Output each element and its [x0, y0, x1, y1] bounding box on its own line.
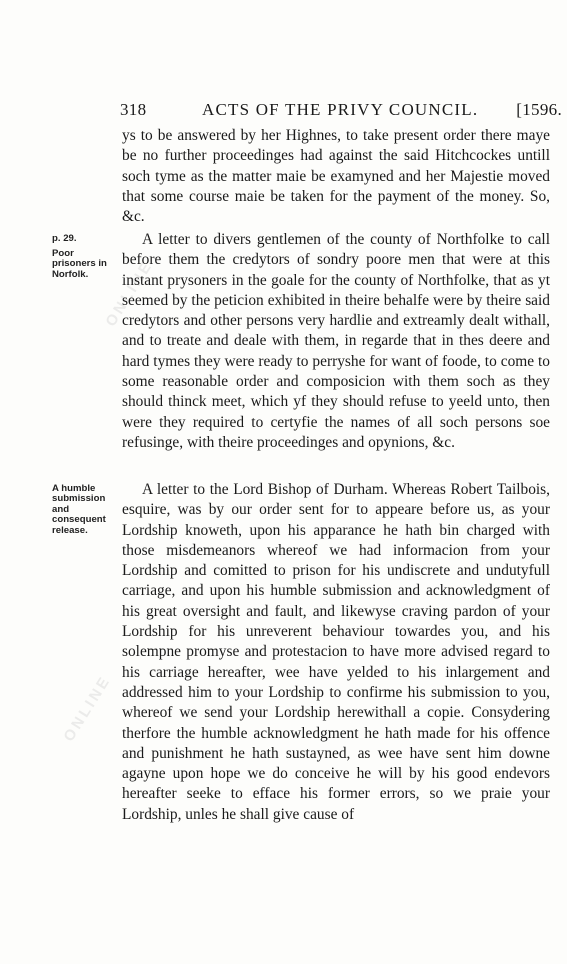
paragraph-text: A letter to divers gentlemen of the county of Northfolke to call before them the credytors of sondry poore men that were at this instant prysoners in the goale for the county of Northfolke, that as yt seemed by the peticion exhibited in theire behalfe were by theire said credytors and other persons very hardlie and extreamly dealt withall, and to treate and deale with them, in regarde that in thes deere and hard tymes they were ready to perryshe for want of foode, to come to some reasonable order and composicion with them soch as they should thinck meet, which yf they should refuse to yeeld unto, then were they required to certyfie the names of all soch persons soe refusinge, with theire proceedinges and opynions, &c. [122, 231, 550, 451]
running-header [120, 100, 562, 124]
running-title: ACTS OF THE PRIVY COUNCIL. [202, 100, 479, 119]
paragraph-text: ys to be answered by her Highnes, to take present order there maye be no further proceedinges had against the said Hitchcockes untill soch tyme as the matter maie be examyned and her Majestie moved that some course maie be taken for the payment of the money. So, &c. [122, 127, 550, 226]
margin-note-poor-prisoners: Poor prisoners in Norfolk. [52, 248, 107, 280]
watermark-text: ONLINE [60, 672, 115, 745]
page-number: 318 [120, 100, 147, 119]
body-paragraph [122, 480, 550, 825]
body-paragraph [122, 126, 550, 227]
margin-note-humble-submission: A humble submission and consequent release. [52, 483, 106, 536]
running-year: [1596. [516, 100, 562, 119]
margin-page-reference: p. 29. [52, 233, 77, 244]
body-paragraph [122, 230, 550, 453]
paragraph-text: A letter to the Lord Bishop of Durham. Whereas Robert Tailbois, esquire, was by our order sent for to appeare before us, as your Lordship knoweth, upon his apparance he hath bin charged with those misdemeanors whereof we had informacion from your Lordship and comitted to prison for his undiscrete and undutyfull carriage, and upon his humble submission and acknowledgment of his great oversight and fault, and likewyse craving pardon of your Lordship for his unreverent behaviour towardes you, and his solempne promyse and protestacion to have more advised regard to his carriage hereafter, wee have yelded to his inlargement and addressed him to your Lordship to confirme his submission to you, whereof we send your Lordship herewithall a copie. Consydering therfore the humble acknowledgment he hath made for his offence and punishment he hath sustayned, as wee have sent him downe agayne upon hope we do conceive he will by his good endevors hereafter seeke to efface his former errors, so we praie your Lordship, unles he shall give cause of [122, 481, 550, 823]
watermark-text: ONLINE [102, 257, 157, 330]
